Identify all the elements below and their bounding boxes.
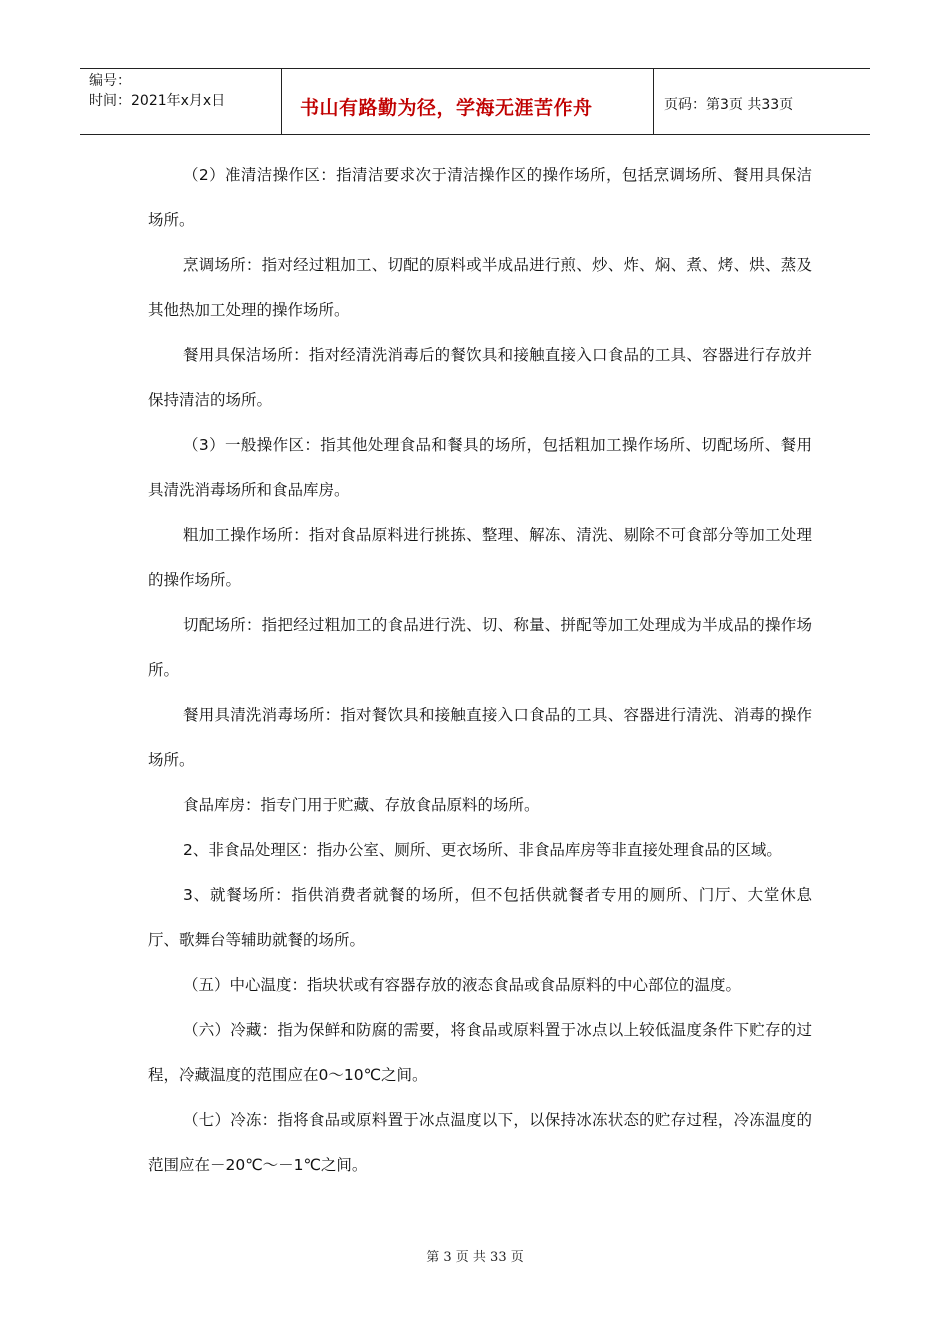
serial-label: 编号： xyxy=(89,73,131,89)
paragraph: 食品库房：指专门用于贮藏、存放食品原料的场所。 xyxy=(183,796,540,814)
header-meta-cell xyxy=(80,69,282,134)
paragraph: （3）一般操作区：指其他处理食品和餐具的场所，包括粗加工操作场所、切配场所、餐用具清洗消毒场所和食品库房。 xyxy=(148,436,812,499)
header-motto-cell xyxy=(282,69,654,134)
document-header xyxy=(80,68,870,135)
paragraph: 3、就餐场所：指供消费者就餐的场所，但不包括供就餐者专用的厕所、门厅、大堂休息厅、歌舞台等辅助就餐的场所。 xyxy=(148,886,812,949)
paragraph: 2、非食品处理区：指办公室、厕所、更衣场所、非食品库房等非直接处理食品的区域。 xyxy=(183,841,782,859)
document-body xyxy=(148,153,812,1188)
date-label: 时间：2021年x月x日 xyxy=(89,93,226,109)
motto-text: 书山有路勤为径，学海无涯苦作舟 xyxy=(300,97,593,119)
paragraph: （2）准清洁操作区：指清洁要求次于清洁操作区的操作场所，包括烹调场所、餐用具保洁场所。 xyxy=(148,166,812,229)
paragraph: 烹调场所：指对经过粗加工、切配的原料或半成品进行煎、炒、炸、焖、煮、烤、烘、蒸及其他热加工处理的操作场所。 xyxy=(148,256,812,319)
paragraph: 切配场所：指把经过粗加工的食品进行洗、切、称量、拼配等加工处理成为半成品的操作场所。 xyxy=(148,616,812,679)
paragraph: （五）中心温度：指块状或有容器存放的液态食品或食品原料的中心部位的温度。 xyxy=(183,976,742,994)
paragraph: 餐用具清洗消毒场所：指对餐饮具和接触直接入口食品的工具、容器进行清洗、消毒的操作场所。 xyxy=(148,706,812,769)
page-footer: 第 3 页 共 33 页 xyxy=(426,1250,524,1265)
page-info: 页码：第3页 共33页 xyxy=(664,97,794,113)
paragraph: （六）冷藏：指为保鲜和防腐的需要，将食品或原料置于冰点以上较低温度条件下贮存的过程，冷藏温度的范围应在0～10℃之间。 xyxy=(148,1021,812,1084)
paragraph: 粗加工操作场所：指对食品原料进行挑拣、整理、解冻、清洗、剔除不可食部分等加工处理的操作场所。 xyxy=(148,526,812,589)
paragraph: 餐用具保洁场所：指对经清洗消毒后的餐饮具和接触直接入口食品的工具、容器进行存放并保持清洁的场所。 xyxy=(148,346,812,409)
header-page-cell xyxy=(654,69,870,134)
paragraph: （七）冷冻：指将食品或原料置于冰点温度以下，以保持冰冻状态的贮存过程，冷冻温度的范围应在－20℃～－1℃之间。 xyxy=(148,1111,812,1174)
